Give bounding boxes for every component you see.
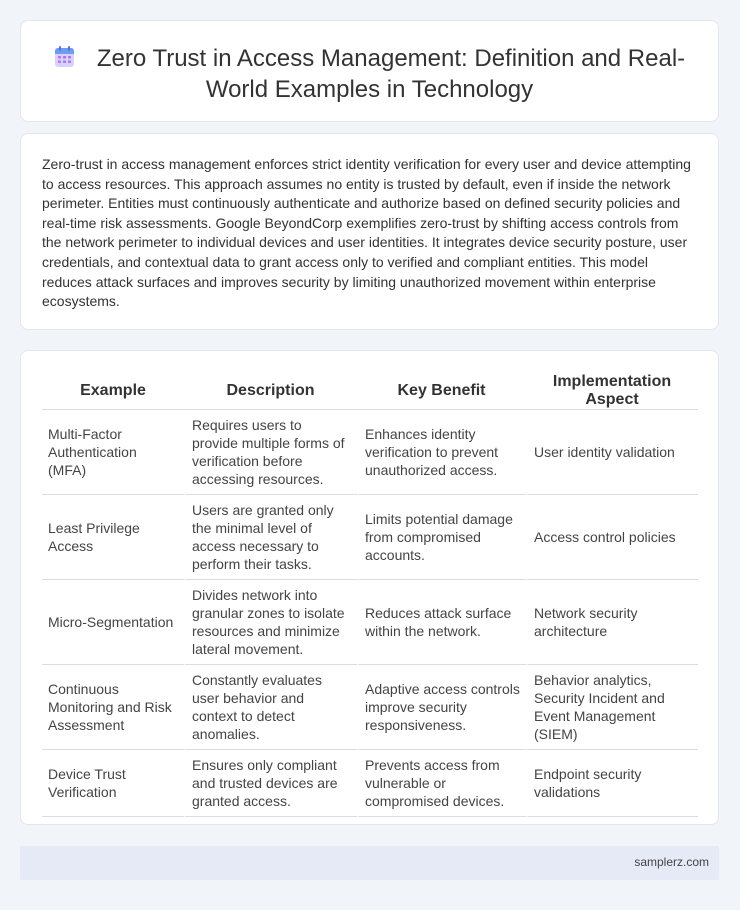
cell-benefit: Reduces attack surface within the network. [357,580,526,665]
table-row [42,580,698,665]
intro-paragraph: Zero-trust in access management enforces strict identity verification for every user and device attempting to access resources. This approach assumes no entity is trusted by default, even if inside the network perimeter. Entities must continuously authenticate and authorize based on defined security policies and real-time risk assessments. Google BeyondCorp exemplifies zero-trust by shifting access controls from the network perimeter to individual devices and user identities. It integrates device security posture, user credentials, and contextual data to grant access only to verified and compliant entities. This model reduces attack surfaces and improves security by limiting unauthorized movement within enterprise ecosystems. [42,156,691,310]
page-title-wrap [21,43,718,105]
page-title: Zero Trust in Access Management: Definition and Real-World Examples in Technology [96,45,686,103]
examples-table [42,373,698,817]
cell-aspect: Access control policies [526,495,698,580]
footer-site-link[interactable]: samplerz.com [634,855,709,869]
cell-benefit: Prevents access from vulnerable or compromised devices. [357,750,526,817]
cell-benefit: Enhances identity verification to prevent unauthorized access. [357,410,526,495]
table-row [42,750,698,817]
cell-example: Continuous Monitoring and Risk Assessment [42,665,184,750]
cell-example: Least Privilege Access [42,495,184,580]
calendar-icon [54,45,75,67]
cell-aspect: Endpoint security validations [526,750,698,817]
intro-card [20,133,719,330]
table-row [42,410,698,495]
cell-description: Requires users to provide multiple forms of verification before accessing resources. [184,410,357,495]
cell-example: Device Trust Verification [42,750,184,817]
cell-aspect: Network security architecture [526,580,698,665]
column-header-key-benefit: Key Benefit [357,373,526,410]
title-card [20,20,719,122]
table-card [20,350,719,825]
table-row [42,495,698,580]
column-header-description: Description [184,373,357,410]
column-header-implementation-aspect: Implementation Aspect [526,373,698,410]
cell-example: Multi-Factor Authentication (MFA) [42,410,184,495]
table-header-row [42,373,698,410]
cell-aspect: Behavior analytics, Security Incident and Event Management (SIEM) [526,665,698,750]
cell-aspect: User identity validation [526,410,698,495]
cell-description: Divides network into granular zones to isolate resources and minimize lateral movement. [184,580,357,665]
cell-benefit: Adaptive access controls improve security responsiveness. [357,665,526,750]
cell-description: Constantly evaluates user behavior and context to detect anomalies. [184,665,357,750]
footer-bar [20,846,719,880]
table-row [42,665,698,750]
cell-description: Ensures only compliant and trusted devices are granted access. [184,750,357,817]
cell-benefit: Limits potential damage from compromised accounts. [357,495,526,580]
cell-example: Micro-Segmentation [42,580,184,665]
column-header-example: Example [42,373,184,410]
cell-description: Users are granted only the minimal level of access necessary to perform their tasks. [184,495,357,580]
